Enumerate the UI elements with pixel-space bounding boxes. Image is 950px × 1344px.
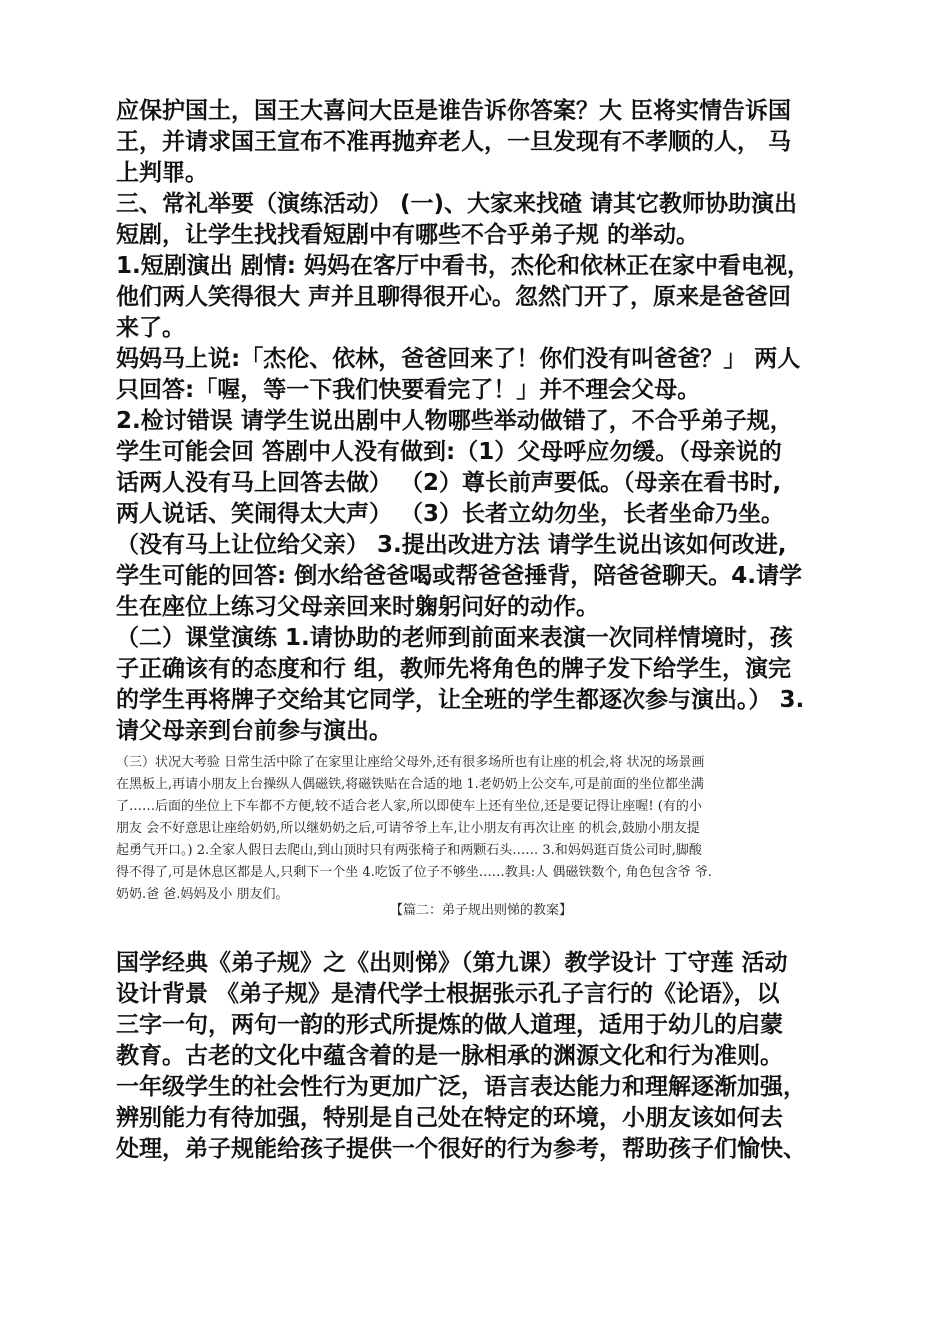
text-line: 国学经典《弟子规》之《出则悌》（第九课）教学设计 丁守莲 活动: [116, 950, 788, 976]
text-line: 妈妈马上说:「杰伦、依林，爸爸回来了！你们没有叫爸爸？」 两人: [116, 346, 801, 372]
text-line: （二）课堂演练 1.请协助的老师到前面来表演一次同样情境时，孩: [116, 625, 793, 651]
small-text-line: 起勇气开口。) 2.全家人假日去爬山,到山顶时只有两张椅子和两颗石头…… 3.和妈妈逛百货公司时,脚酸: [116, 843, 702, 858]
text-line: 三字一句，两句一韵的形式所提炼的做人道理，适用于幼儿的启蒙: [116, 1012, 783, 1038]
section-heading: 【篇二：弟子规出则悌的教案】: [389, 903, 572, 918]
text-line: 王，并请求国王宣布不准再抛弃老人，一旦发现有不孝顺的人， 马: [116, 129, 792, 155]
text-line: （没有马上让位给父亲） 3.提出改进方法 请学生说出该如何改进,: [116, 532, 787, 558]
text-line: 他们两人笑得很大 声并且聊得很开心。忽然门开了，原来是爸爸回: [116, 284, 792, 310]
text-line: 学生可能会回 答剧中人没有做到:（1）父母呼应勿缓。（母亲说的: [116, 439, 782, 465]
text-line: 生在座位上练习父母亲回来时躹躬问好的动作。: [116, 594, 599, 620]
small-text-line: 得不得了,可是休息区都是人,只剩下一个坐 4.吃饭了位子不够坐……教具:人 偶磁铁数个, 角色包含爷 爷.: [116, 865, 712, 880]
lesson-text-part-one: [116, 96, 846, 747]
text-line: 请父母亲到台前参与演出。: [116, 718, 392, 744]
text-line: 三、常礼举要（演练活动） (一)、大家来找碴 请其它教师协助演出: [116, 191, 798, 217]
small-text-line: （三）状况大考验 日常生活中除了在家里让座给父母外,还有很多场所也有让座的机会,将 状况的场景画: [116, 755, 705, 770]
small-text-line: 朋友 会不好意思让座给奶奶,所以继奶奶之后,可请爷爷上车,让小朋友有再次让座 的机会,鼓励小朋友提: [116, 821, 700, 836]
text-line: 学生可能的回答: 倒水给爸爸喝或帮爸爸捶背，陪爸爸聊天。4.请学: [116, 563, 802, 589]
situation-challenge-paragraph: [116, 752, 846, 906]
text-line: 两人说话、笑闹得太大声） （3）长者立幼勿坐，长者坐命乃坐。: [116, 501, 785, 527]
text-line: 应保护国土，国王大喜问大臣是谁告诉你答案？大 臣将实情告诉国: [116, 98, 792, 124]
text-line: 来了。: [116, 315, 185, 341]
text-line: 辨别能力有待加强，特别是自己处在特定的环境，小朋友该如何去: [116, 1105, 783, 1131]
text-line: 1.短剧演出 剧情: 妈妈在客厅中看书，杰伦和依林正在家中看电视，: [116, 253, 810, 279]
text-line: 上判罪。: [116, 160, 208, 186]
text-line: 话两人没有马上回答去做） （2）尊长前声要低。（母亲在看书时,: [116, 470, 782, 496]
text-line: 短剧，让学生找找看短剧中有哪些不合乎弟子规 的举动。: [116, 222, 700, 248]
text-line: 教育。古老的文化中蕴含着的是一脉相承的渊源文化和行为准则。: [116, 1043, 783, 1069]
small-text-line: 了……后面的坐位上下车都不方便,较不适合老人家,所以即使车上还有坐位,还是要记得让座喔! (有的小: [116, 799, 702, 814]
text-line: 处理，弟子规能给孩子提供一个很好的行为参考，帮助孩子们愉快、: [116, 1136, 806, 1162]
text-line: 子正确该有的态度和行 组，教师先将角色的牌子发下给学生，演完: [116, 656, 792, 682]
lesson-text-part-two: [116, 948, 846, 1165]
text-line: 只回答:「喔，等一下我们快要看完了！」并不理会父母。: [116, 377, 701, 403]
small-text-line: 奶奶.爸 爸.妈妈及小 朋友们。: [116, 887, 289, 902]
text-line: 一年级学生的社会性行为更加广泛，语言表达能力和理解逐渐加强，: [116, 1074, 806, 1100]
text-line: 设计背景 《弟子规》是清代学士根据张示孔子言行的《论语》，以: [116, 981, 780, 1007]
text-line: 的学生再将牌子交给其它同学，让全班的学生都逐次参与演出。） 3.: [116, 687, 805, 713]
small-text-line: 在黑板上,再请小朋友上台操纵人偶磁铁,将磁铁贴在合适的地 1.老奶奶上公交车,可是前面的坐位都坐满: [116, 777, 704, 792]
text-line: 2.检讨错误 请学生说出剧中人物哪些举动做错了，不合乎弟子规，: [116, 408, 793, 434]
